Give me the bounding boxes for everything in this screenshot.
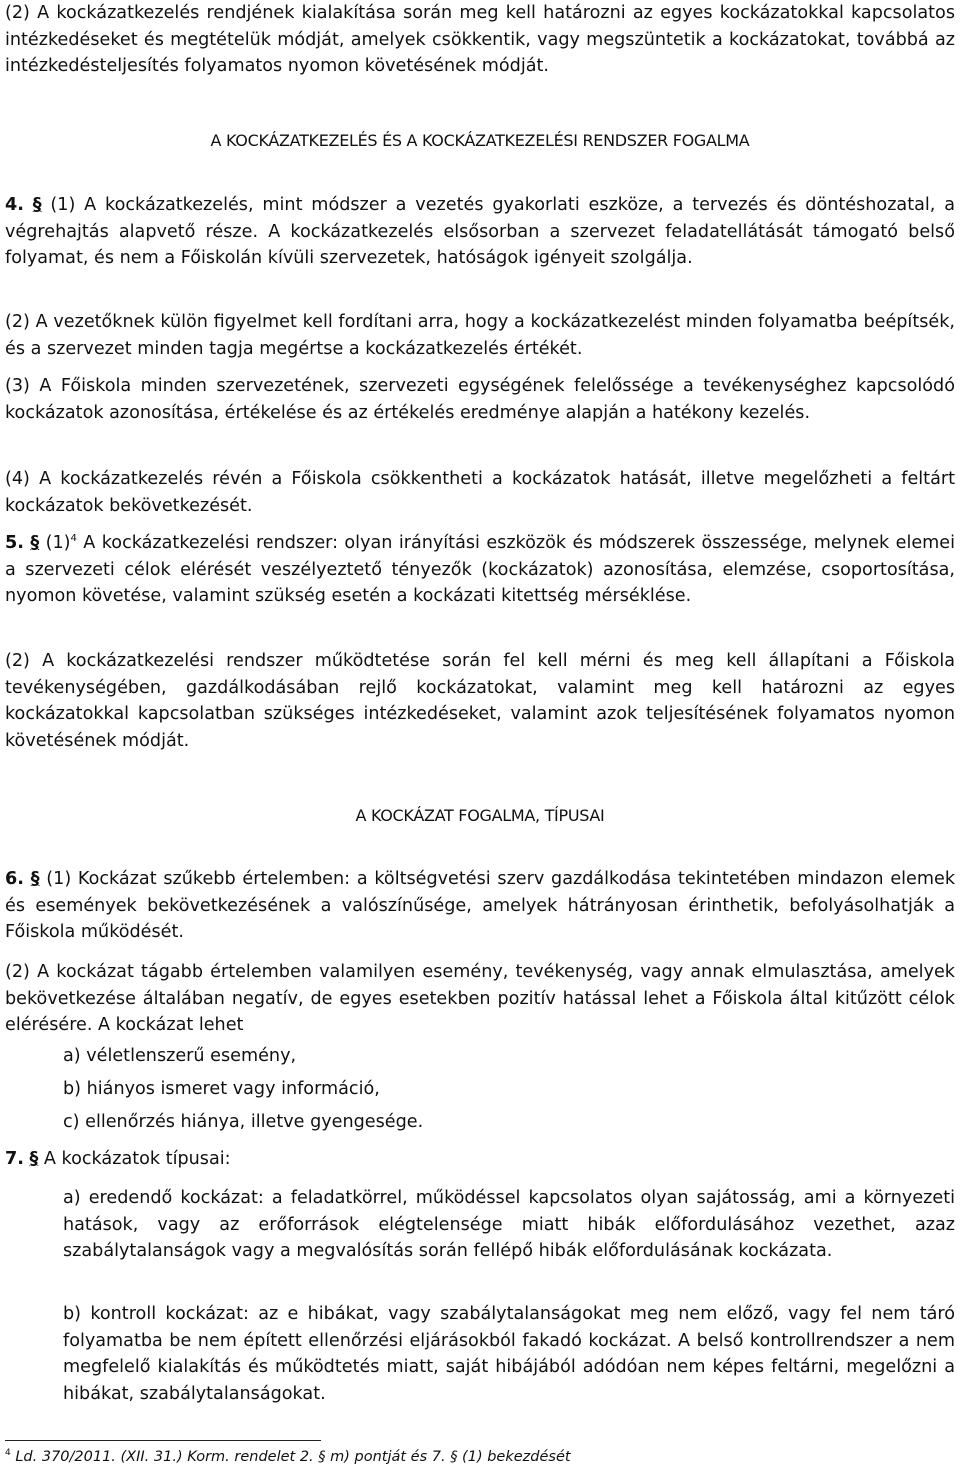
paragraph-sign: § xyxy=(30,869,40,889)
paragraph-sign: § xyxy=(32,195,42,215)
paragraph: (3) A Főiskola minden szervezetének, szervezeti egységének felelőssége a tevékenységhez kapcsolódó kockázatok azonosítása, értékelése és az értékelés eredménye alapján a hatékony kezelés. xyxy=(5,376,955,423)
footnote-number: 4 xyxy=(5,1448,11,1459)
paragraph-sign: § xyxy=(29,1149,39,1169)
list-item: a) véletlenszerű esemény, xyxy=(63,1046,297,1066)
section-number: 4. xyxy=(5,195,24,215)
paragraph: (2) A kockázatkezelés rendjének kialakítása során meg kell határozni az egyes kockázatokkal kapcsolatos intézkedéseket és megtételük módját, amelyek csökkentik, vagy megszüntetik a kockázatokat, továbbá az intézkedésteljesítés folyamatos nyomon követésének módját. xyxy=(5,3,955,77)
paragraph: (2) A kockázat tágabb értelemben valamilyen esemény, tevékenység, vagy annak elmulasztása, amelyek bekövetkezése általában negatív, de egyes esetekben pozitív hatással lehet a Főiskola által kitűzött célok elérésére. A kockázat lehet xyxy=(5,962,955,1036)
section-6-paragraph-1 xyxy=(5,866,955,946)
paragraph-text: (1) A kockázatkezelés, mint módszer a vezetés gyakorlati eszköze, a tervezés és döntéshozatal, a végrehajtás alapvető része. A kockázatkezelés elsősorban a szervezet feladatellátását támogató belső folyamat, és nem a Főiskolán kívüli szervezetek, hatóságok igényeit szolgálja. xyxy=(5,195,955,269)
section-number: 6. xyxy=(5,869,24,889)
section-number: 7. xyxy=(5,1149,24,1169)
list-item: b) hiányos ismeret vagy információ, xyxy=(63,1079,380,1099)
paragraph-sign: § xyxy=(30,533,40,553)
footnote-text: Ld. 370/2011. (XII. 31.) Korm. rendelet 2. § m) pontját és 7. § (1) bekezdését xyxy=(10,1449,571,1465)
section-heading: A KOCKÁZAT FOGALMA, TÍPUSAI xyxy=(355,806,605,825)
footnote xyxy=(5,1449,571,1465)
paragraph-text: A kockázatkezelési rendszer: olyan irányítási eszközök és módszerek összessége, melynek elemei a szervezeti célok elérését veszélyeztető tényezők (kockázatok) azonosítása, elemzése, csoportosítása, nyomon követése, valamint szükség esetén a kockázati kitettség mérséklése. xyxy=(5,533,956,607)
section-7-title xyxy=(5,1146,955,1173)
section-4-paragraph-1 xyxy=(5,192,955,272)
paragraph: (2) A kockázatkezelési rendszer működtetése során fel kell mérni és meg kell állapítani a Főiskola tevékenységében, gazdálkodásában rejlő kockázatokat, valamint meg kell határozni az egyes kockázatokkal kapcsolatban szükséges intézkedéseket, valamint azok teljesítésének folyamatos nyomon követésének módját. xyxy=(5,651,955,751)
footnote-ref: 4 xyxy=(70,533,77,545)
paragraph: (4) A kockázatkezelés révén a Főiskola csökkentheti a kockázatok hatását, illetve megelőzheti a feltárt kockázatok bekövetkezését. xyxy=(5,469,955,516)
list-item: c) ellenőrzés hiánya, illetve gyengesége. xyxy=(63,1112,424,1132)
footnote-divider xyxy=(5,1440,321,1441)
paragraph: (2) A vezetőknek külön figyelmet kell fordítani arra, hogy a kockázatkezelést minden folyamatba beépítsék, és a szervezet minden tagja megértse a kockázatkezelés értékét. xyxy=(5,312,955,359)
section-5-paragraph-1 xyxy=(5,530,955,610)
list-item: a) eredendő kockázat: a feladatkörrel, működéssel kapcsolatos olyan sajátosság, ami a környezeti hatások, vagy az erőforrások elégtelensége miatt hibák előfordulásához vezethet, azaz szabálytalanságok vagy a megvalósítás során fellépő hibák előfordulásának kockázata. xyxy=(63,1188,955,1262)
section-number: 5. xyxy=(5,533,24,553)
list-item: b) kontroll kockázat: az e hibákat, vagy szabálytalanságokat meg nem előző, vagy fel nem táró folyamatba be nem épített ellenőrzési eljárásokból fakadó kockázat. A belső kontrollrendszer a nem megfelelő kialakítás és működtetés miatt, saját hibájából adódóan nem képes feltárni, megelőzni a hibákat, szabálytalanságokat. xyxy=(63,1304,955,1404)
section-title: A kockázatok típusai: xyxy=(43,1149,231,1169)
section-heading: A KOCKÁZATKEZELÉS ÉS A KOCKÁZATKEZELÉSI RENDSZER FOGALMA xyxy=(210,131,750,150)
paragraph-text: (1) Kockázat szűkebb értelemben: a költségvetési szerv gazdálkodása tekintetében mindazon elemek és események bekövetkezésének a valószínűsége, amelyek hátrányosan érinthetik, befolyásolhatják a Főiskola működését. xyxy=(5,869,956,943)
paragraph-prefix: (1) xyxy=(45,533,71,553)
